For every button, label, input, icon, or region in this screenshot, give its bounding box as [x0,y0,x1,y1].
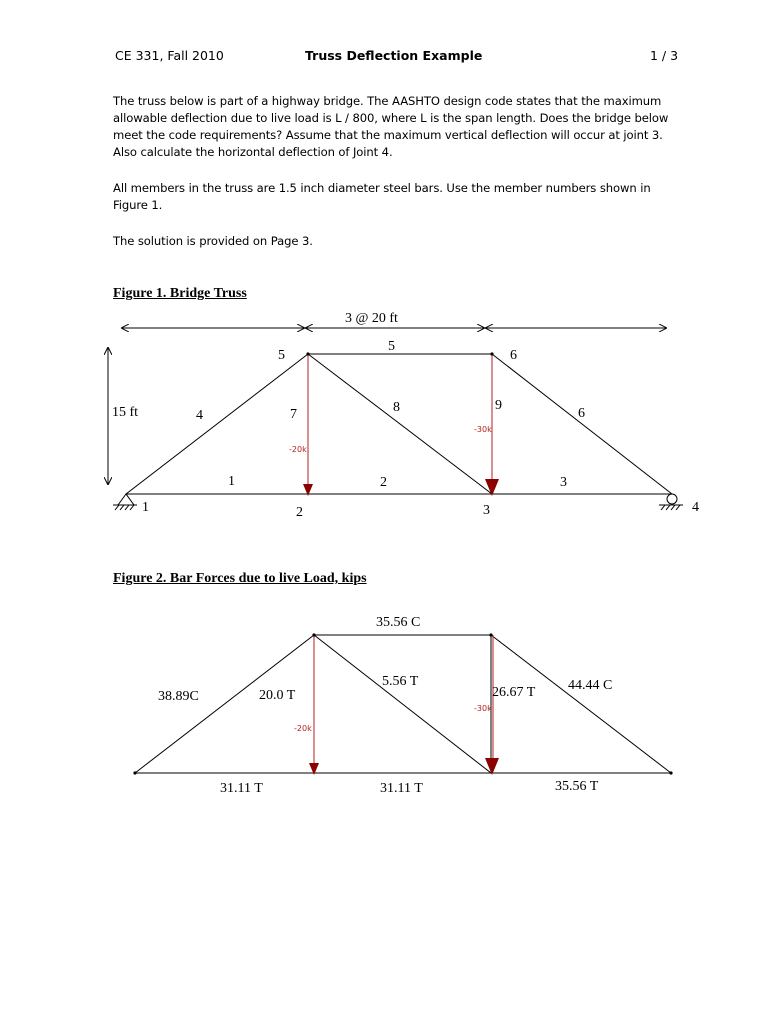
problem-statement: The truss below is part of a highway bridge. The AASHTO design code states that the maximum allowable deflection due to live load is L / 800, where L is the span length. Does the bridge below meet the code requirements? Assume that the maximum vertical deflection will occur at joint 3. Also calculate the horizontal deflection of Joint 4. [113,94,669,159]
bar-right-diagonal [491,635,671,773]
member-label-2: 2 [380,475,387,490]
joint-label-3: 3 [483,503,490,518]
solution-note: The solution is provided on Page 3. [113,234,313,248]
header-title: Truss Deflection Example [305,48,483,63]
force-right-diagonal: 44.44 C [568,678,613,693]
load-label-20k: -20k [289,445,307,454]
member-label-1: 1 [228,474,235,489]
member-label-5: 5 [388,339,395,354]
force-left-diagonal: 38.89C [158,689,199,704]
member-label-8: 8 [393,400,400,415]
header-page-number: 1 / 3 [650,48,679,63]
figure1-title: Figure 1. Bridge Truss [113,286,247,301]
load-arrow-3-fig2 [485,758,499,775]
member-label-4: 4 [196,408,203,423]
member-8 [308,354,492,494]
force-left-vertical: 20.0 T [259,688,296,703]
header-course: CE 331, Fall 2010 [115,48,224,63]
force-bottom-1: 31.11 T [220,781,263,796]
span-label: 3 @ 20 ft [345,311,398,326]
bar-middle-diagonal [314,635,491,773]
force-right-vertical: 26.67 T [492,685,536,700]
node-dot [133,771,136,774]
member-6 [492,354,672,494]
node-dot [312,633,315,636]
member-info: All members in the truss are 1.5 inch diameter steel bars. Use the member numbers shown in Figure 1. [113,181,651,212]
member-label-9: 9 [495,398,502,413]
bar-left-diagonal [135,635,314,773]
force-bottom-2: 31.11 T [380,781,423,796]
height-label: 15 ft [112,405,139,420]
load-label-20k-fig2: -20k [294,724,312,733]
roller-support [659,494,683,510]
load-arrow-joint3 [485,479,499,496]
joint-label-2: 2 [296,505,303,520]
joint-label-5: 5 [278,348,285,363]
force-middle-diagonal: 5.56 T [382,674,419,689]
load-label-30k: -30k [474,425,492,434]
node-dot [489,633,492,636]
figure2-title: Figure 2. Bar Forces due to live Load, kips [113,571,367,586]
node-dot [669,771,672,774]
member-label-7: 7 [290,407,297,422]
joint-label-4: 4 [692,500,699,515]
member-label-3: 3 [560,475,567,490]
member-4 [126,354,308,494]
force-bottom-3: 35.56 T [555,779,599,794]
joint-label-6: 6 [510,348,517,363]
figure1-diagram [108,311,699,520]
joint-dot-5 [306,352,309,355]
pin-support [113,494,137,510]
joint-dot-6 [490,352,493,355]
member-label-6: 6 [578,406,585,421]
load-label-30k-fig2: -30k [474,704,492,713]
figure2-diagram [133,615,672,796]
joint-label-1: 1 [142,500,149,515]
force-top-chord: 35.56 C [376,615,421,630]
